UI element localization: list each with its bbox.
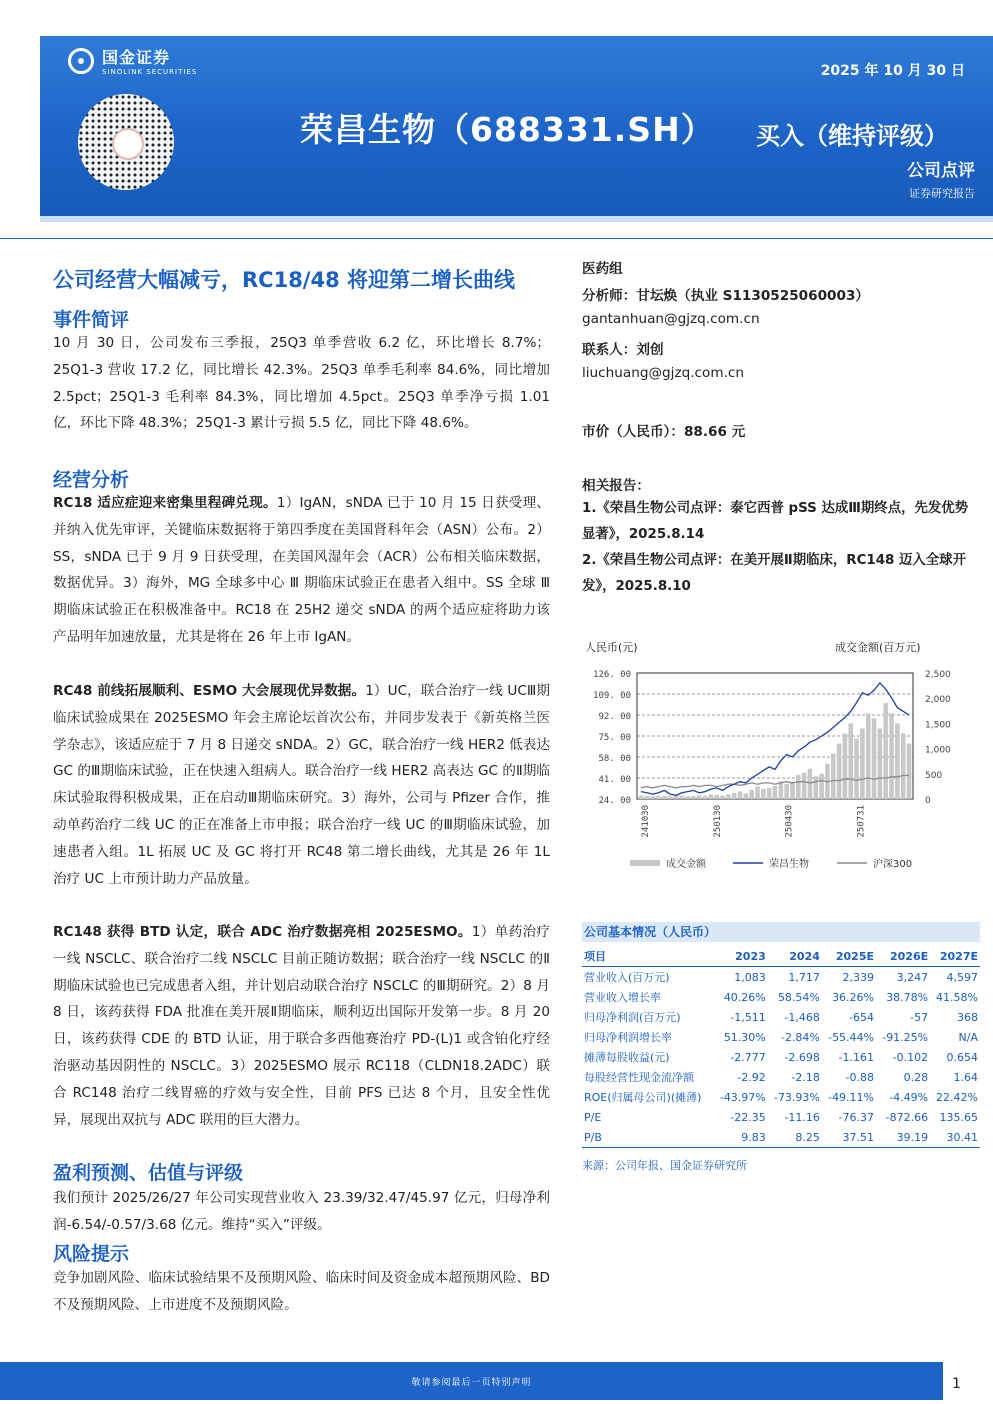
header-rule [0, 238, 993, 239]
table-cell: -73.93% [773, 1090, 820, 1104]
chart-x-tick-label: 250430 [784, 805, 795, 838]
volume-bar [726, 794, 731, 799]
article-title: 公司经营大幅减亏，RC18/48 将迎第二增长曲线 [53, 268, 516, 292]
volume-bar [860, 728, 865, 799]
table-cell: -654 [849, 1010, 875, 1024]
table-cell: 1,083 [734, 970, 766, 984]
table-cell: -76.37 [838, 1110, 875, 1124]
section-heading-event: 事件简评 [53, 309, 130, 331]
table-cell: -55.44% [828, 1030, 875, 1044]
contact-email[interactable]: liuchuang@gjzq.com.cn [582, 365, 744, 381]
rc48-text: 1）UC，联合治疗一线 UCⅢ期临床试验成果在 2025ESMO 年会主席论坛首次公布，并同步发表于《新英格兰医学杂志》，该适应症于 7 月 8 日递交 sNDA。2）GC，联合治疗一线 HER2 低表达 GC 的Ⅲ期临床试验，正在快速入组病人。联合治疗一线 HER2 高表达 GC 的Ⅱ期临床试验取得积极成果，正在启动Ⅲ期临床研究。3）海外，公司与 Pfizer 合作，推动单药治疗二线 UC 的正在准备上市申报；联合治疗一线 UC 的Ⅲ期临床试验，加速患者入组。1L 拓展 UC 及 GC 将打开 RC48 第二增长曲线，尤其是 26 年 1L 治疗 UC 上市预计助力产品放量。 [53, 683, 550, 887]
volume-bar [639, 795, 644, 799]
research-group: 医药组 [582, 261, 623, 277]
table-row [582, 967, 980, 988]
table-cell: 51.30% [723, 1030, 766, 1044]
analysis-paragraph-rc148 [53, 919, 550, 1133]
volume-bar [907, 744, 912, 799]
volume-bar [814, 776, 819, 799]
table-cell: 0.654 [946, 1050, 978, 1064]
table-cell: 1.64 [953, 1070, 978, 1084]
header-cell: 2026E [876, 946, 930, 967]
table-cell: -2.698 [784, 1050, 820, 1064]
financial-table [582, 946, 980, 1148]
volume-bar [749, 790, 754, 799]
table-row [582, 987, 980, 1007]
volume-bar [732, 793, 737, 799]
table-row [582, 1067, 980, 1087]
table-cell: -2.84% [780, 1030, 820, 1044]
table-cell: 22.42% [936, 1090, 978, 1104]
volume-bar [843, 733, 848, 799]
volume-bar [802, 773, 807, 799]
table-cell: -43.97% [719, 1090, 766, 1104]
chart-x-tick-label: 241030 [641, 805, 651, 838]
volume-bar [895, 723, 900, 799]
volume-bar [808, 769, 813, 799]
table-cell: -872.66 [885, 1110, 929, 1124]
header-cell: 2027E [930, 946, 980, 967]
table-cell: 36.26% [832, 990, 875, 1004]
chart-ylabel-left: 人民币(元) [585, 641, 638, 654]
chart-right-tick-label: 500 [925, 770, 943, 781]
qr-center-badge [112, 128, 144, 160]
legend-swatch [630, 860, 660, 866]
table-cell: -91.25% [882, 1030, 929, 1044]
table-cell: ROE(归属母公司)(摊薄) [584, 1091, 702, 1104]
table-cell: -11.16 [784, 1110, 820, 1124]
volume-bar [889, 713, 894, 799]
volume-bar [650, 796, 655, 799]
analysis-paragraph-rc48 [53, 678, 550, 892]
chart-right-tick-label: 0 [925, 796, 931, 806]
chart-right-tick-label: 1,500 [925, 720, 951, 731]
analyst: 分析师：甘坛焕（执业 S1130525060003） [582, 288, 870, 304]
chart-x-tick-label: 250130 [712, 805, 723, 838]
table-header-row [582, 946, 980, 967]
chart-left-tick-label: 75. 00 [598, 733, 631, 743]
volume-bar [744, 793, 749, 799]
volume-bar [848, 723, 853, 799]
risk-paragraph: 竞争加剧风险、临床试验结果不及预期风险、临床时间及资金成本超预期风险、BD 不及预期风险、上市进度不及预期风险。 [53, 1270, 550, 1313]
table-row [582, 1047, 980, 1067]
chart-left-tick-label: 24. 00 [598, 796, 631, 806]
header-cell: 2025E [822, 946, 876, 967]
legend-label: 成交金额 [666, 859, 706, 870]
logo-name-en: SINOLINK SECURITIES [102, 68, 198, 76]
company-title: 荣昌生物（688331.SH） [300, 110, 715, 149]
rc18-text: 1）IgAN，sNDA 已于 10 月 15 日获受理、并纳入优先审评，关键临床数据将于第四季度在美国肾科年会（ASN）公布。2）SS，sNDA 已于 9 月 9 日获受理，在美国风湿年会（ACR）公布相关临床数据，数据优异。3）海外，MG 全球多中心 Ⅲ 期临床试验正在患者入组中。SS 全球 Ⅲ 期临床试验正在积极准备中。RC18 在 25H2 递交 sNDA 的两个适应症将助力该产品明年加速放量，尤其是将在 26 年上市 IgAN。 [53, 495, 551, 645]
section-heading-forecast: 盈利预测、估值与评级 [53, 1162, 244, 1184]
volume-bar [773, 786, 778, 799]
volume-bar [645, 796, 650, 799]
header-cell: 2023 [714, 946, 768, 967]
table-cell: 368 [957, 1010, 978, 1024]
volume-bar [866, 713, 871, 799]
table-cell: 每股经营性现金流净额 [584, 1071, 694, 1084]
table-row [582, 1107, 980, 1127]
volume-bar [738, 791, 743, 799]
forecast-paragraph: 我们预计 2025/26/27 年公司实现营业收入 23.39/32.47/45.97 亿元，归母净利润-6.54/-0.57/3.68 亿元。维持“买入”评级。 [53, 1190, 550, 1233]
financial-table-title: 公司基本情况（人民币） [582, 922, 980, 942]
table-cell: -0.102 [892, 1050, 929, 1064]
table-cell: 9.83 [714, 1127, 768, 1148]
related-report-1[interactable]: 1.《荣昌生物公司点评：泰它西普 pSS 达成Ⅲ期终点，先发优势显著》，2025.8.14 [582, 501, 969, 542]
table-cell: 40.26% [723, 990, 766, 1004]
header-cell: 项目 [582, 946, 714, 967]
volume-bar [761, 789, 766, 799]
logo-icon [68, 48, 94, 74]
rc148-text: 1）单药治疗一线 NSCLC、联合治疗二线 NSCLC 目前正随访数据；联合治疗一线 NSCLC 的Ⅱ期临床试验也已完成患者入组，并计划启动联合治疗 NSCLC 的Ⅲ期研究。2）8 月 8 日，该药获得 FDA 批准在美开展Ⅱ期临床，顺利迈出国际开发第一步。8 月 20 日，该药获得 CDE 的 BTD 认证，用于联合多西他赛治疗 PD-(L)1 或含铂化疗经治驱动基因阴性的 NSCLC。3）2025ESMO 展示 RC118（CLDN18.2ADC）联合 RC148 治疗二线胃癌的疗效与安全性，目前 PFS 已达 8 个月，且安全性优异，展现出双抗与 ADC 联用的巨大潜力。 [53, 924, 550, 1128]
table-cell: 41.58% [936, 990, 978, 1004]
rc48-lead: RC48 前线拓展顺利、ESMO 大会展现优异数据。 [53, 683, 366, 699]
rc18-lead: RC18 适应症迎来密集里程碑兑现。 [53, 495, 277, 511]
chart-right-tick-label: 2,500 [925, 670, 951, 680]
contact: 联系人：刘创 [582, 342, 664, 358]
legend-label: 荣昌生物 [769, 859, 809, 870]
volume-bar [720, 795, 725, 799]
chart-right-tick-label: 1,000 [925, 745, 951, 756]
volume-bar [685, 796, 690, 799]
table-row [582, 1127, 980, 1148]
company-logo [68, 45, 197, 76]
table-cell: 37.51 [822, 1127, 876, 1148]
table-cell: 38.78% [886, 990, 929, 1004]
chart-left-tick-label: 58. 00 [598, 754, 631, 764]
table-cell: 营业收入增长率 [584, 991, 661, 1004]
table-cell: N/A [958, 1030, 978, 1044]
table-source: 来源：公司年报、国金证券研究所 [582, 1159, 747, 1172]
chart-left-tick-label: 126. 00 [593, 670, 631, 680]
volume-bar [709, 794, 714, 799]
table-cell: 8.25 [768, 1127, 822, 1148]
event-paragraph: 10 月 30 日，公司发布三季报，25Q3 单季营收 6.2 亿，环比增长 8.7%；25Q1-3 营收 17.2 亿，同比增长 42.3%。25Q3 单季毛利率 84.6%，同比增加 2.5pct；25Q1-3 毛利率 84.3%，同比增加 4.5pct。25Q3 单季净亏损 1.01 亿，环比下降 48.3%；25Q1-3 累计亏损 5.5 亿，同比下降 48.6%。 [53, 335, 550, 432]
section-heading-analysis: 经营分析 [53, 469, 130, 491]
volume-bar [790, 783, 795, 799]
table-cell: -4.49% [889, 1090, 929, 1104]
volume-bar [779, 781, 784, 799]
report-date: 2025 年 10 月 30 日 [820, 63, 965, 79]
volume-bar [755, 786, 760, 799]
volume-bar [703, 796, 708, 799]
table-row [582, 1007, 980, 1027]
table-cell: 3,247 [896, 970, 929, 984]
volume-bar [714, 795, 719, 799]
analysis-paragraph-rc18 [53, 490, 550, 651]
report-category: 证券研究报告 [909, 187, 975, 200]
table-cell: 摊薄每股收益(元) [584, 1051, 670, 1064]
volume-bar [767, 788, 772, 799]
table-cell: 归母净利润(百万元) [584, 1011, 681, 1024]
volume-bar [837, 744, 842, 799]
header-cell: 2024 [768, 946, 822, 967]
volume-bar [662, 796, 667, 799]
volume-bar [854, 739, 859, 799]
table-cell: 2,339 [842, 970, 875, 984]
section-heading-risk: 风险提示 [53, 1243, 130, 1265]
chart-left-tick-label: 109. 00 [593, 691, 631, 701]
table-cell: 归母净利润增长率 [584, 1031, 672, 1044]
page-number: 1 [952, 1376, 961, 1392]
table-cell: 1,717 [788, 970, 820, 984]
chart-right-tick-label: 2,000 [925, 695, 951, 706]
volume-bar [819, 774, 824, 799]
rating: 买入（维持评级） [756, 122, 948, 150]
analyst-email[interactable]: gantanhuan@gjzq.com.cn [582, 311, 760, 327]
stock-chart [575, 633, 970, 878]
volume-bar [878, 728, 883, 799]
volume-bar [883, 703, 888, 799]
volume-bar [656, 796, 661, 799]
table-cell: -1.161 [838, 1050, 875, 1064]
related-report-2[interactable]: 2.《荣昌生物公司点评：在美开展Ⅱ期临床，RC148 迈入全球开发》，2025.8.10 [582, 553, 966, 594]
chart-legend [630, 857, 912, 870]
table-row [582, 1027, 980, 1047]
volume-bar [680, 796, 685, 799]
table-cell: 营业收入(百万元) [584, 971, 670, 984]
related-title: 相关报告： [582, 478, 650, 494]
volume-bar [697, 795, 702, 799]
chart-x-tick-label: 250731 [856, 805, 867, 838]
volume-bar [901, 733, 906, 799]
legend-label: 沪深300 [873, 859, 913, 870]
table-cell: -2.92 [737, 1070, 766, 1084]
volume-bar [691, 796, 696, 799]
table-cell: -1,511 [730, 1010, 766, 1024]
volume-bar [872, 718, 877, 799]
table-cell: 4,597 [946, 970, 978, 984]
table-cell: -2.18 [791, 1070, 820, 1084]
footer-disclaimer: 敬请参阅最后一页特别声明 [411, 1378, 532, 1388]
logo-name-cn: 国金证券 [102, 48, 171, 67]
table-cell: -1,468 [784, 1010, 820, 1024]
volume-bar [796, 775, 801, 799]
table-cell: -22.35 [730, 1110, 766, 1124]
table-cell: -57 [910, 1010, 929, 1024]
report-type: 公司点评 [907, 161, 975, 181]
table-cell: 30.41 [930, 1127, 980, 1148]
table-cell: P/B [582, 1127, 714, 1148]
table-cell: P/E [584, 1110, 602, 1124]
table-cell: 39.19 [876, 1127, 930, 1148]
chart-ylabel-right: 成交金额(百万元) [835, 641, 921, 654]
volume-bar [831, 754, 836, 799]
market-price: 市价（人民币）：88.66 元 [582, 424, 746, 440]
table-cell: 58.54% [777, 990, 820, 1004]
table-row [582, 1087, 980, 1107]
table-cell: 135.65 [939, 1110, 978, 1124]
table-cell: -2.777 [730, 1050, 766, 1064]
header-stripe [40, 216, 993, 222]
table-cell: 0.28 [903, 1070, 929, 1084]
related-reports [582, 496, 970, 600]
chart-left-tick-label: 92. 00 [598, 712, 631, 722]
table-cell: -0.88 [845, 1070, 875, 1084]
rc148-lead: RC148 获得 BTD 认定，联合 ADC 治疗数据亮相 2025ESMO。 [53, 924, 472, 940]
volume-bar [668, 796, 673, 799]
volume-bar [784, 784, 789, 799]
chart-left-tick-label: 41. 00 [598, 775, 631, 785]
table-cell: -49.11% [828, 1090, 875, 1104]
